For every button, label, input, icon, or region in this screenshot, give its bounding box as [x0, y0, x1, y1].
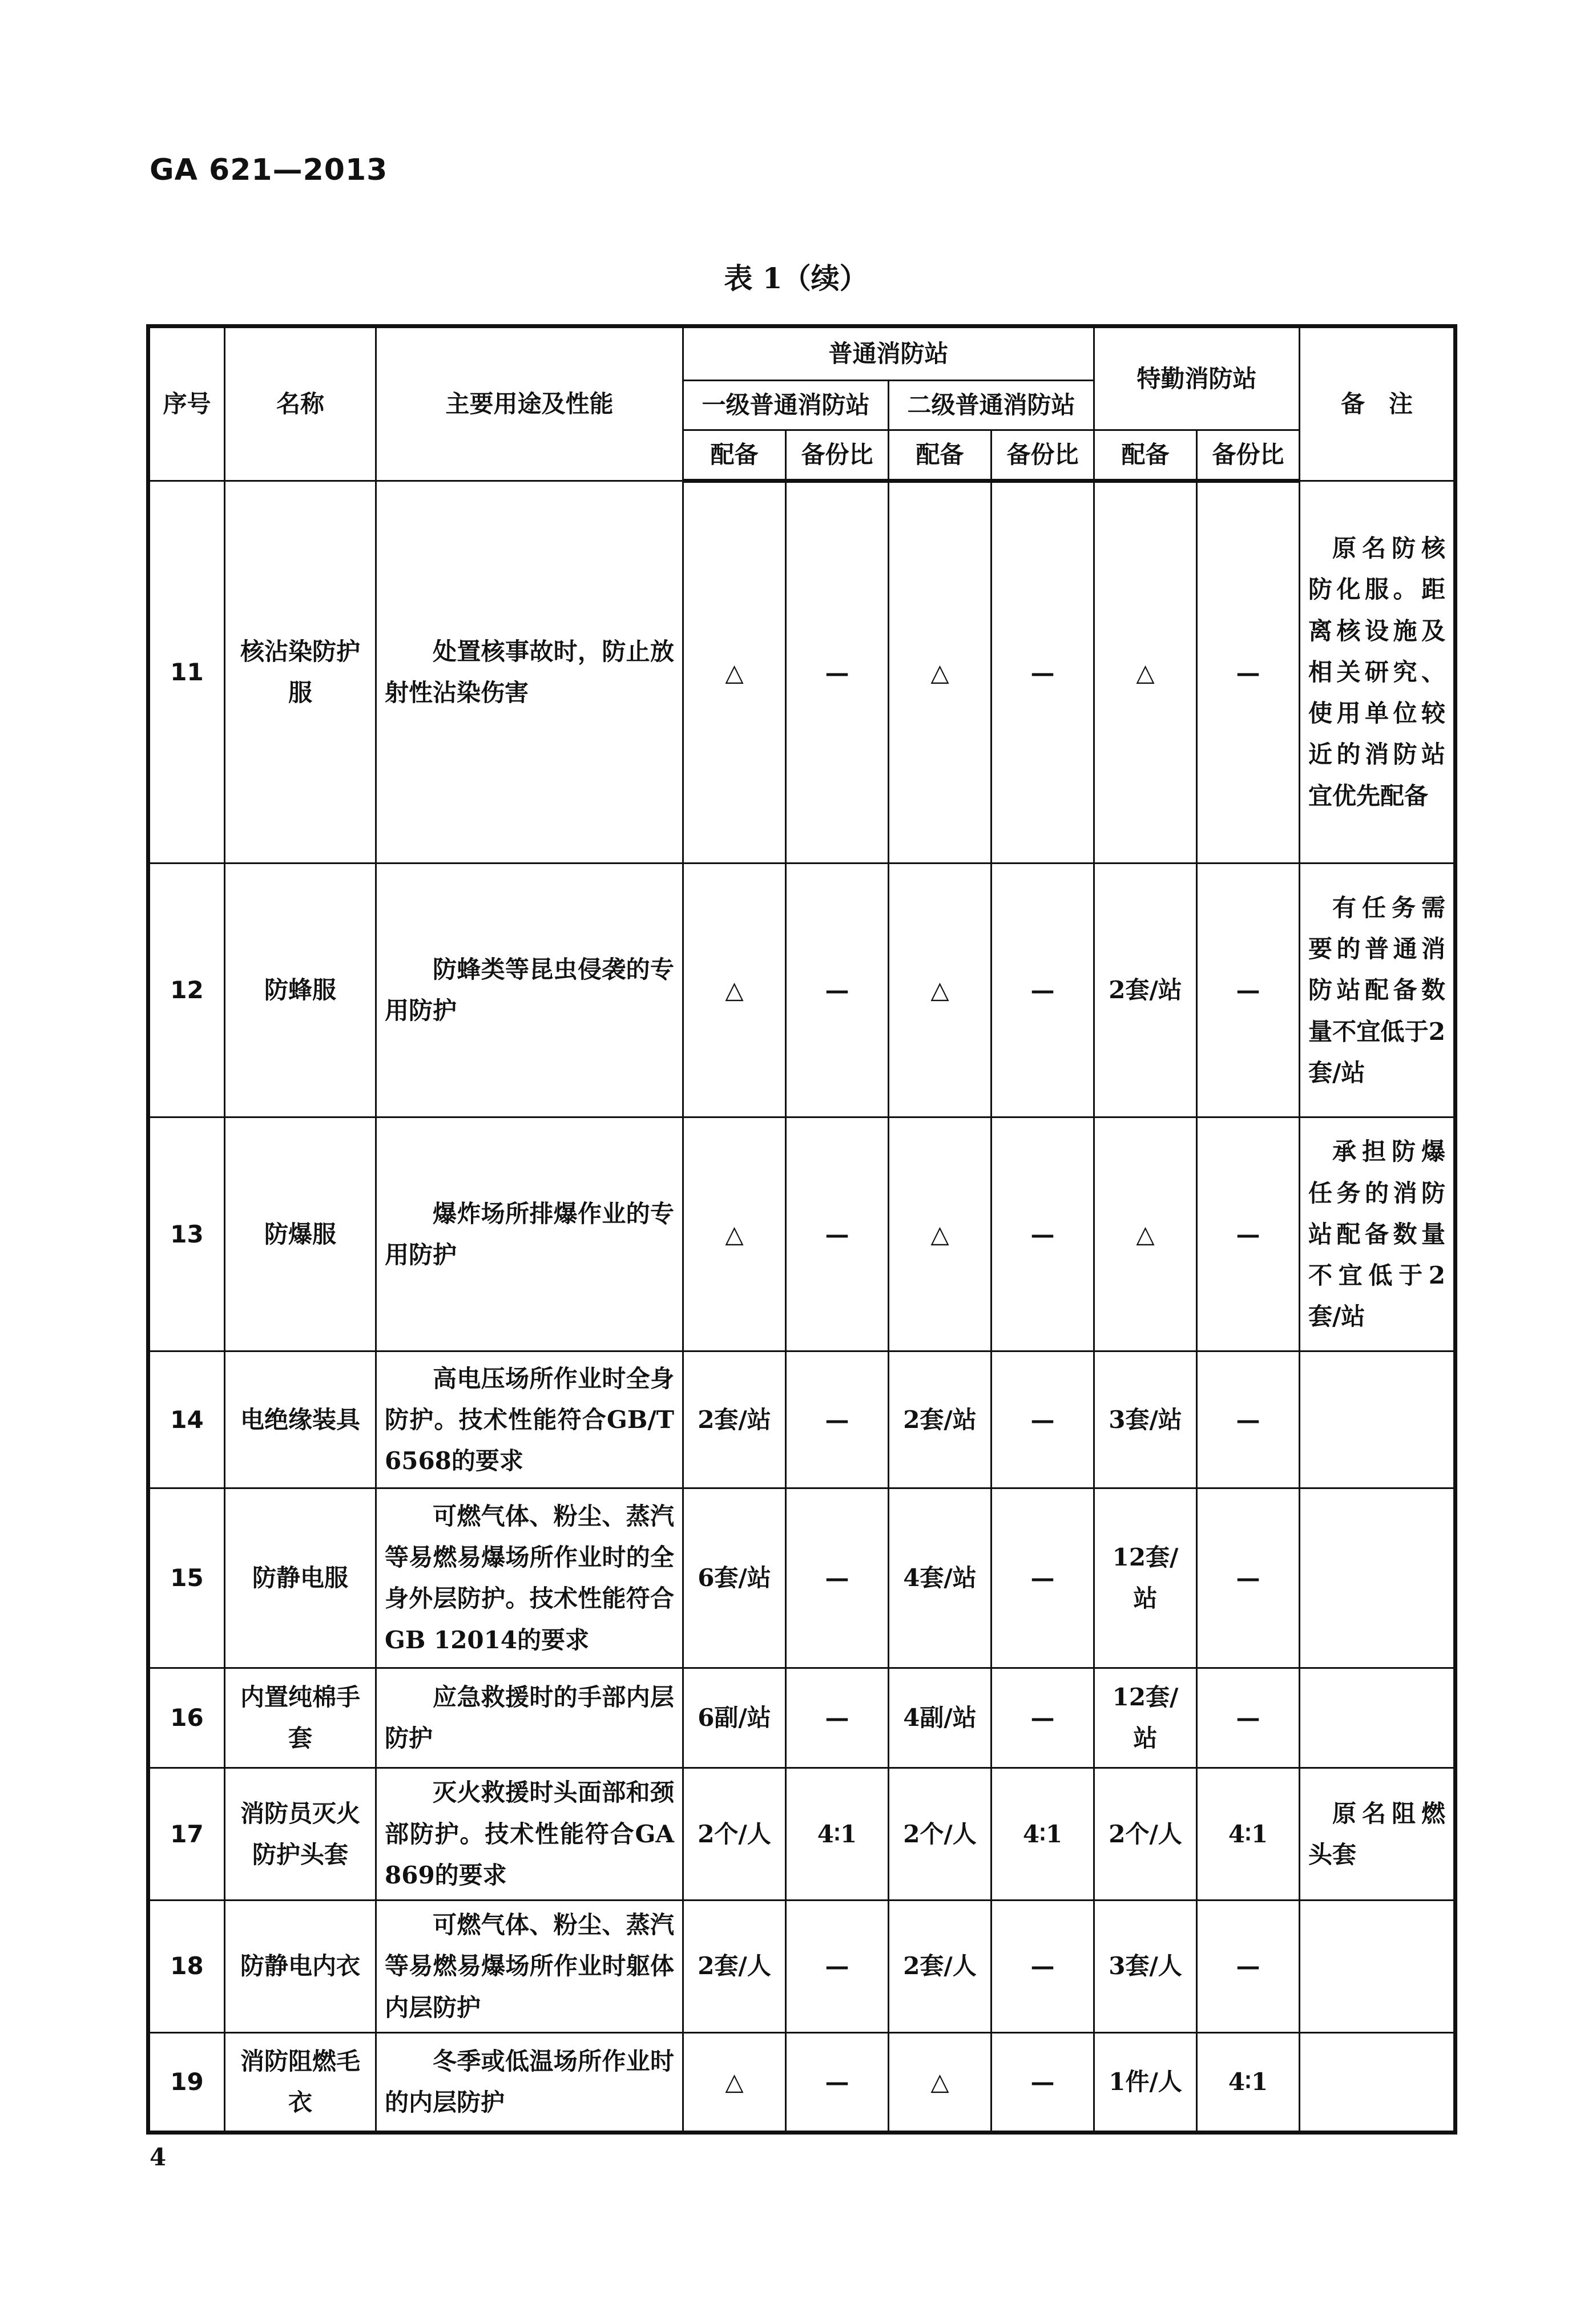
table-row [148, 1768, 1456, 1901]
row-seq: 13 [148, 1117, 225, 1351]
row-l2-ratio: — [992, 1488, 1094, 1668]
header-l1-equip: 配备 [683, 430, 786, 481]
row-l1-equip: 6副/站 [683, 1668, 786, 1768]
header-special-station: 特勤消防站 [1094, 326, 1300, 430]
row-l2-ratio: — [992, 481, 1094, 864]
header-level1-station: 一级普通消防站 [683, 381, 889, 430]
page-number: 4 [150, 2143, 167, 2171]
row-l2-ratio: — [992, 2032, 1094, 2132]
row-remark [1300, 1768, 1456, 1901]
row-l1-equip: △ [683, 1117, 786, 1351]
row-use-text: 灭火救援时头面部和颈部防护。技术性能符合GA 869的要求 [385, 1778, 674, 1889]
header-l2-ratio: 备份比 [992, 430, 1094, 481]
row-use-text: 可燃气体、粉尘、蒸汽等易燃易爆场所作业时躯体内层防护 [385, 1911, 674, 2022]
row-l1-ratio: — [786, 1351, 889, 1488]
row-l1-equip: 6套/站 [683, 1488, 786, 1668]
table-row [148, 1117, 1456, 1351]
row-seq: 18 [148, 1901, 225, 2033]
row-use-text: 高电压场所作业时全身防护。技术性能符合GB/T 6568的要求 [385, 1364, 674, 1475]
row-name: 防静电内衣 [225, 1901, 376, 2033]
row-sp-equip: 1件/人 [1094, 2032, 1197, 2132]
row-l2-ratio: — [992, 1668, 1094, 1768]
equipment-table [146, 324, 1457, 2135]
row-remark [1300, 481, 1456, 864]
table-row [148, 481, 1456, 864]
row-remark [1300, 1117, 1456, 1351]
row-use [376, 1901, 683, 2033]
header-name: 名称 [225, 326, 376, 481]
row-l2-equip: △ [889, 481, 992, 864]
row-use [376, 864, 683, 1117]
row-remark [1300, 1488, 1456, 1668]
row-l1-ratio: — [786, 1901, 889, 2033]
table-row [148, 1668, 1456, 1768]
header-seq: 序号 [148, 326, 225, 481]
row-l1-equip: △ [683, 2032, 786, 2132]
table-row [148, 2032, 1456, 2132]
row-l1-ratio: — [786, 864, 889, 1117]
row-remark-text: 原名防核防化服。距离核设施及相关研究、使用单位较近的消防站宜优先配备 [1308, 534, 1446, 810]
row-sp-ratio: 4∶1 [1197, 2032, 1300, 2132]
row-l2-equip: △ [889, 2032, 992, 2132]
row-sp-ratio: — [1197, 1117, 1300, 1351]
header-use: 主要用途及性能 [376, 326, 683, 481]
row-seq: 14 [148, 1351, 225, 1488]
document-code: GA 621—2013 [150, 153, 388, 187]
row-sp-ratio: — [1197, 1488, 1300, 1668]
row-l2-ratio: — [992, 1901, 1094, 2033]
table-title: 表 1（续） [724, 261, 868, 295]
row-remark-text: 承担防爆任务的消防站配备数量不宜低于2套/站 [1308, 1137, 1446, 1331]
row-l2-ratio: — [992, 864, 1094, 1117]
header-l1-ratio: 备份比 [786, 430, 889, 481]
header-ordinary-station: 普通消防站 [683, 326, 1094, 381]
row-name: 消防员灭火防护头套 [225, 1768, 376, 1901]
table-row [148, 864, 1456, 1117]
row-sp-equip: 3套/人 [1094, 1901, 1197, 2033]
row-l1-ratio: — [786, 1668, 889, 1768]
table-row [148, 1351, 1456, 1488]
row-l1-ratio: — [786, 481, 889, 864]
row-l2-ratio: — [992, 1117, 1094, 1351]
row-use-text: 应急救援时的手部内层防护 [385, 1683, 674, 1753]
row-sp-ratio: — [1197, 1668, 1300, 1768]
row-l1-equip: △ [683, 481, 786, 864]
header-level2-station: 二级普通消防站 [889, 381, 1094, 430]
row-sp-equip: △ [1094, 481, 1197, 864]
row-remark [1300, 1351, 1456, 1488]
row-sp-equip: 12套/站 [1094, 1488, 1197, 1668]
row-l2-equip: 4套/站 [889, 1488, 992, 1668]
row-sp-equip: △ [1094, 1117, 1197, 1351]
table-row [148, 1901, 1456, 2033]
row-use [376, 1668, 683, 1768]
row-sp-equip: 3套/站 [1094, 1351, 1197, 1488]
row-l2-equip: 2套/站 [889, 1351, 992, 1488]
row-name: 防静电服 [225, 1488, 376, 1668]
row-l2-ratio: — [992, 1351, 1094, 1488]
row-l2-equip: 2个/人 [889, 1768, 992, 1901]
header-remark: 备 注 [1300, 326, 1456, 481]
row-remark-text: 原名阻燃头套 [1308, 1799, 1446, 1869]
row-name: 电绝缘装具 [225, 1351, 376, 1488]
row-name: 消防阻燃毛衣 [225, 2032, 376, 2132]
row-sp-ratio: — [1197, 481, 1300, 864]
row-use [376, 1351, 683, 1488]
row-sp-ratio: — [1197, 1351, 1300, 1488]
row-l2-equip: △ [889, 1117, 992, 1351]
row-use-text: 可燃气体、粉尘、蒸汽等易燃易爆场所作业时的全身外层防护。技术性能符合GB 12014的要求 [385, 1502, 674, 1654]
row-name: 内置纯棉手套 [225, 1668, 376, 1768]
row-name: 防爆服 [225, 1117, 376, 1351]
row-l1-ratio: — [786, 1117, 889, 1351]
row-use [376, 2032, 683, 2132]
row-use-text: 冬季或低温场所作业时的内层防护 [385, 2047, 674, 2116]
row-l2-equip: △ [889, 864, 992, 1117]
row-sp-equip: 2套/站 [1094, 864, 1197, 1117]
row-remark-text: 有任务需要的普通消防站配备数量不宜低于2套/站 [1308, 893, 1446, 1087]
row-l1-equip: 2套/站 [683, 1351, 786, 1488]
row-l1-equip: △ [683, 864, 786, 1117]
row-l2-equip: 4副/站 [889, 1668, 992, 1768]
row-l1-equip: 2个/人 [683, 1768, 786, 1901]
header-sp-ratio: 备份比 [1197, 430, 1300, 481]
row-l2-ratio: 4∶1 [992, 1768, 1094, 1901]
row-l1-ratio: 4∶1 [786, 1768, 889, 1901]
row-name: 防蜂服 [225, 864, 376, 1117]
row-sp-ratio: — [1197, 1901, 1300, 2033]
row-remark [1300, 1901, 1456, 2033]
row-seq: 19 [148, 2032, 225, 2132]
row-l1-equip: 2套/人 [683, 1901, 786, 2033]
row-use-text: 爆炸场所排爆作业的专用防护 [385, 1199, 674, 1269]
row-sp-ratio: — [1197, 864, 1300, 1117]
row-seq: 11 [148, 481, 225, 864]
row-remark [1300, 1668, 1456, 1768]
row-l2-equip: 2套/人 [889, 1901, 992, 2033]
row-remark [1300, 2032, 1456, 2132]
row-seq: 16 [148, 1668, 225, 1768]
row-use [376, 1768, 683, 1901]
row-seq: 17 [148, 1768, 225, 1901]
row-l1-ratio: — [786, 2032, 889, 2132]
header-l2-equip: 配备 [889, 430, 992, 481]
row-remark [1300, 864, 1456, 1117]
row-use [376, 481, 683, 864]
row-name: 核沾染防护服 [225, 481, 376, 864]
table-row [148, 1488, 1456, 1668]
row-use-text: 防蜂类等昆虫侵袭的专用防护 [385, 955, 674, 1025]
row-l1-ratio: — [786, 1488, 889, 1668]
row-use [376, 1488, 683, 1668]
header-sp-equip: 配备 [1094, 430, 1197, 481]
row-use [376, 1117, 683, 1351]
table-header [148, 326, 1456, 481]
row-seq: 15 [148, 1488, 225, 1668]
row-sp-equip: 12套/站 [1094, 1668, 1197, 1768]
row-use-text: 处置核事故时，防止放射性沾染伤害 [385, 637, 674, 707]
row-sp-ratio: 4∶1 [1197, 1768, 1300, 1901]
row-sp-equip: 2个/人 [1094, 1768, 1197, 1901]
row-seq: 12 [148, 864, 225, 1117]
